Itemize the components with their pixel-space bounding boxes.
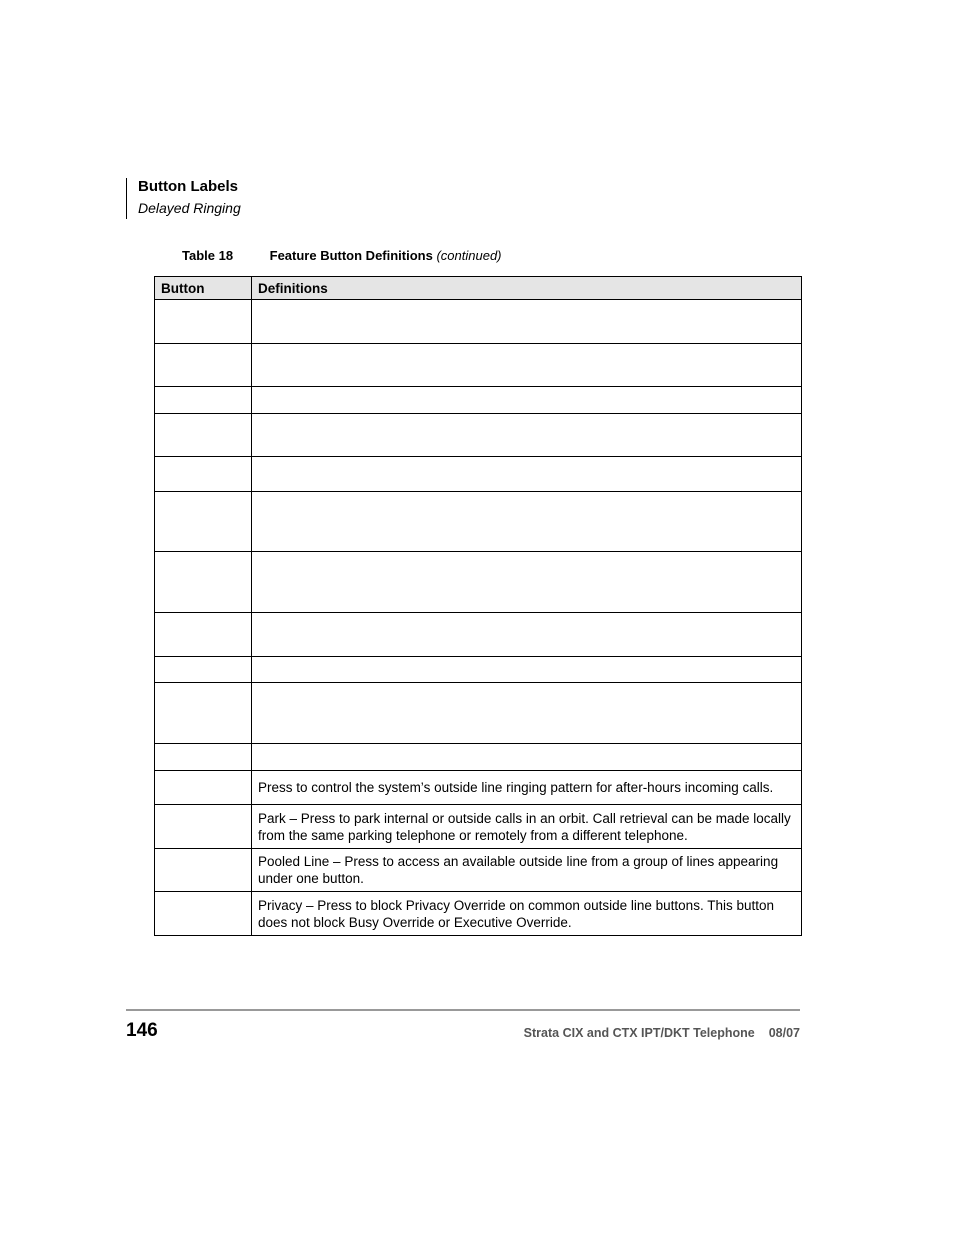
table-body <box>155 300 802 936</box>
column-header-button: Button <box>155 277 252 300</box>
table-row <box>155 613 802 657</box>
button-cell <box>155 457 252 492</box>
column-header-definitions: Definitions <box>252 277 802 300</box>
button-cell <box>155 344 252 387</box>
table-row <box>155 344 802 387</box>
button-cell <box>155 657 252 683</box>
button-cell <box>155 492 252 552</box>
button-cell <box>155 552 252 613</box>
table-row <box>155 805 802 849</box>
button-cell <box>155 771 252 805</box>
table-row <box>155 300 802 344</box>
definition-cell <box>252 457 802 492</box>
feature-button-table <box>154 276 802 936</box>
table-row <box>155 892 802 936</box>
table-row <box>155 387 802 414</box>
margin-change-bar <box>126 178 127 219</box>
table-row <box>155 683 802 744</box>
table-row <box>155 414 802 457</box>
section-title: Button Labels <box>138 178 238 195</box>
button-cell <box>155 300 252 344</box>
button-cell <box>155 744 252 771</box>
definition-cell <box>252 613 802 657</box>
definition-cell <box>252 744 802 771</box>
table-row <box>155 457 802 492</box>
button-cell <box>155 805 252 849</box>
page-number: 146 <box>126 1020 158 1041</box>
definition-cell <box>252 300 802 344</box>
button-cell <box>155 683 252 744</box>
table-row <box>155 657 802 683</box>
definition-cell: Privacy – Press to block Privacy Override on common outside line buttons. This button does not block Busy Override or Executive Override. <box>252 892 802 936</box>
table-row <box>155 492 802 552</box>
table-row <box>155 552 802 613</box>
definition-cell <box>252 414 802 457</box>
definition-cell <box>252 492 802 552</box>
table-caption <box>182 248 502 264</box>
footer-date: 08/07 <box>768 1026 800 1040</box>
definition-cell <box>252 657 802 683</box>
definition-cell: Pooled Line – Press to access an available outside line from a group of lines appearing under one button. <box>252 849 802 892</box>
table-number: Table 18 <box>182 248 234 263</box>
table-row <box>155 744 802 771</box>
definition-cell: Press to control the system’s outside line ringing pattern for after-hours incoming calls. <box>252 771 802 805</box>
definition-cell <box>252 387 802 414</box>
table-row <box>155 771 802 805</box>
button-cell <box>155 849 252 892</box>
definition-cell <box>252 683 802 744</box>
button-cell <box>155 613 252 657</box>
section-subtitle: Delayed Ringing <box>138 200 241 216</box>
table-title: Feature Button Definitions <box>269 248 433 263</box>
footer-product: Strata CIX and CTX IPT/DKT Telephone <box>523 1026 755 1040</box>
definition-cell <box>252 344 802 387</box>
button-cell <box>155 387 252 414</box>
definition-cell: Park – Press to park internal or outside calls in an orbit. Call retrieval can be made locally from the same parking telephone or remotely from a different telephone. <box>252 805 802 849</box>
button-cell <box>155 892 252 936</box>
definition-cell <box>252 552 802 613</box>
footer-text <box>524 1026 800 1041</box>
button-cell <box>155 414 252 457</box>
table-row <box>155 849 802 892</box>
footer-rule <box>126 1009 800 1011</box>
table-header-row <box>155 277 802 300</box>
table-continued: (continued) <box>436 248 502 263</box>
